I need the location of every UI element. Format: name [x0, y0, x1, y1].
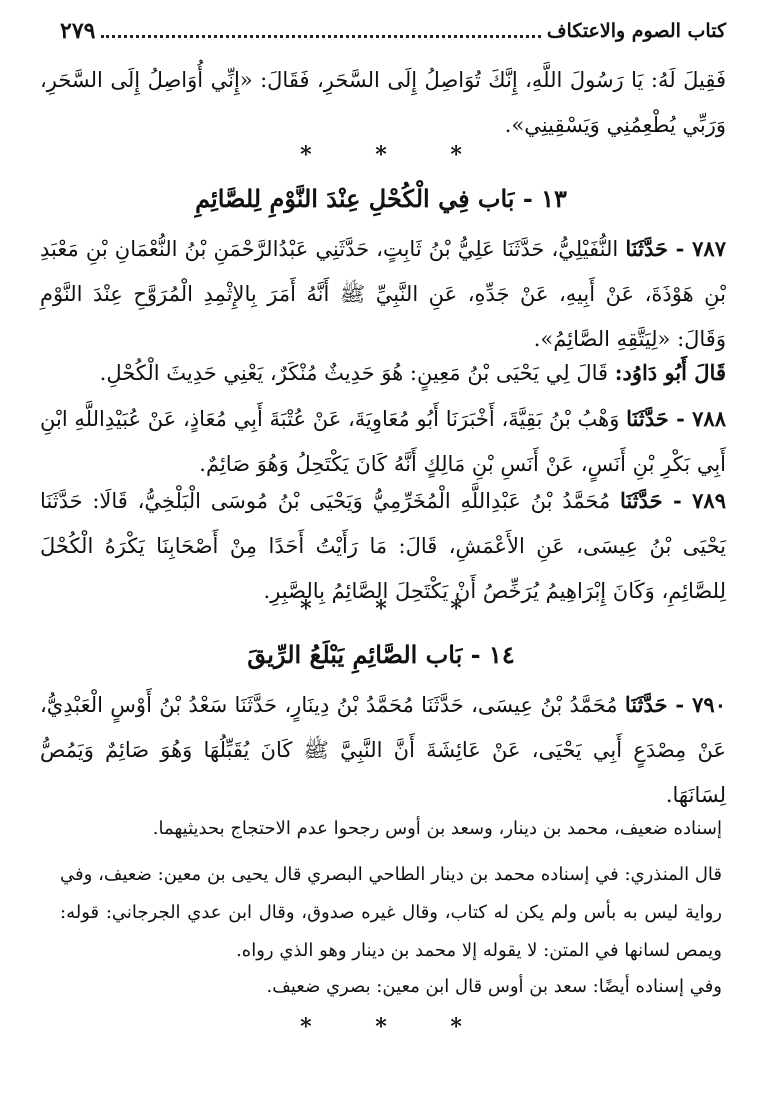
chapter-heading-13: ١٣ - بَاب فِي الْكُحْلِ عِنْدَ النَّوْمِ لِلصَّائِمِ	[195, 184, 567, 213]
hadith-790-number: ٧٩٠ - حَدَّثَنَا	[624, 692, 726, 717]
section-divider-stars: * * *	[300, 596, 490, 622]
hadith-789-text: مُحَمَّدُ بْنُ عَبْدِاللَّهِ الْمُخَرِّمِيُّ وَيَحْيَى بْنُ مُوسَى الْبَلْخِيُّ، قَالَا: حَدَّثَنَا يَحْيَى بْنُ عِيسَى، عَنِ الأَعْمَشِ، قَالَ: مَا رَأَيْتُ أَحَدًا مِنْ أَصْحَابِنَا يَكْرَهُ الْكُحْلَ لِلصَّائِمِ، وَكَانَ إِبْرَاهِيمُ يُرَخِّصُ أَنْ يَكْتَحِلَ الصَّائِمُ بِالصَّبِرِ.	[40, 489, 726, 603]
book-title: كتاب الصوم والاعتكاف	[546, 20, 726, 42]
hadith-787	[40, 226, 726, 362]
section-divider-stars: * * *	[300, 1014, 490, 1040]
note-sad-ibn-aws: وفي إسناده أيضًا: سعد بن أوس قال ابن معين: بصري ضعيف.	[266, 976, 722, 997]
note-mundhiri: قال المنذري: في إسناده محمد بن دينار الطاحي البصري قال يحيى بن معين: ضعيف، وفي رواية ليس به بأس ولم يكن له كتاب، وقال غيره صدوق، وقال ابن عدي الجرجاني: قوله: ويمص لسانها في المتن: لا يقوله إلا محمد بن دينار وهو الذي رواه.	[60, 864, 722, 961]
abu-dawud-comment	[40, 350, 726, 396]
hadith-790-text: مُحَمَّدُ بْنُ عِيسَى، حَدَّثَنَا مُحَمَّدُ بْنُ دِينَارٍ، حَدَّثَنَا سَعْدُ بْنُ أَوْسٍ الْعَبْدِيُّ، عَنْ مِصْدَعٍ أَبِي يَحْيَى، عَنْ عَائِشَةَ أَنَّ النَّبِيَّ ﷺ كَانَ يُقَبِّلُهَا وَهُوَ صَائِمٌ وَيَمُصُّ لِسَانَهَا.	[40, 693, 726, 807]
abu-dawud-text: قَالَ لِي يَحْيَى بْنُ مَعِينٍ: هُوَ حَدِيثٌ مُنْكَرٌ، يَعْنِي حَدِيثَ الْكُحْلِ.	[99, 361, 609, 385]
abu-dawud-label: قَالَ أَبُو دَاوُد:	[614, 360, 726, 385]
hadith-788-number: ٧٨٨ - حَدَّثَنَا	[626, 406, 726, 431]
hadith-788-text: وَهْبُ بْنُ بَقِيَّةَ، أَخْبَرَنَا أَبُو مُعَاوِيَةَ، عَنْ عُتْبَةَ أَبِي مُعَاذٍ، عَنْ عُبَيْدِاللَّهِ ابْنِ أَبِي بَكْرِ بْنِ أَنَسٍ، عَنْ أَنَسِ بْنِ مَالِكٍ أَنَّهُ كَانَ يَكْتَحِلُ وَهُوَ صَائِمٌ.	[40, 407, 726, 476]
hadith-788	[40, 396, 726, 487]
hadith-787-text: النُّفَيْلِيُّ، حَدَّثَنَا عَلِيُّ بْنُ ثَابِتٍ، حَدَّثَنِي عَبْدُالرَّحْمَنِ بْنُ النُّعْمَانِ بْنِ مَعْبَدِ بْنِ هَوْذَةَ، عَنْ أَبِيهِ، عَنْ جَدِّهِ، عَنِ النَّبِيِّ ﷺ أَنَّهُ أَمَرَ بِالإِثْمِدِ الْمُرَوَّحِ عِنْدَ النَّوْمِ وَقَالَ: «لِيَتَّقِهِ الصَّائِمُ».	[40, 237, 726, 351]
note-isnad: إسناده ضعيف، محمد بن دينار، وسعد بن أوس رجحوا عدم الاحتجاج بحديثيهما.	[152, 818, 722, 839]
page-number: ٢٧٩	[60, 18, 96, 44]
hadith-789-number: ٧٨٩ - حَدَّثَنَا	[620, 488, 726, 513]
continued-paragraph: فَقِيلَ لَهُ: يَا رَسُولَ اللَّهِ، إِنَّكَ تُوَاصِلُ إِلَى السَّحَرِ، فَقَالَ: «إِنِّي أُوَاصِلُ إِلَى السَّحَرِ، وَرَبِّي يُطْعِمُنِي وَيَسْقِينِي».	[40, 68, 726, 137]
hadith-787-number: ٧٨٧ - حَدَّثَنَا	[625, 236, 726, 261]
hadith-789	[40, 478, 726, 614]
header-dot-leader	[101, 35, 540, 38]
running-header	[60, 14, 726, 48]
section-divider-stars: * * *	[300, 142, 490, 168]
hadith-790	[40, 682, 726, 818]
chapter-heading-14: ١٤ - بَاب الصَّائِمِ يَبْلَعُ الرِّيقَ	[247, 640, 515, 669]
